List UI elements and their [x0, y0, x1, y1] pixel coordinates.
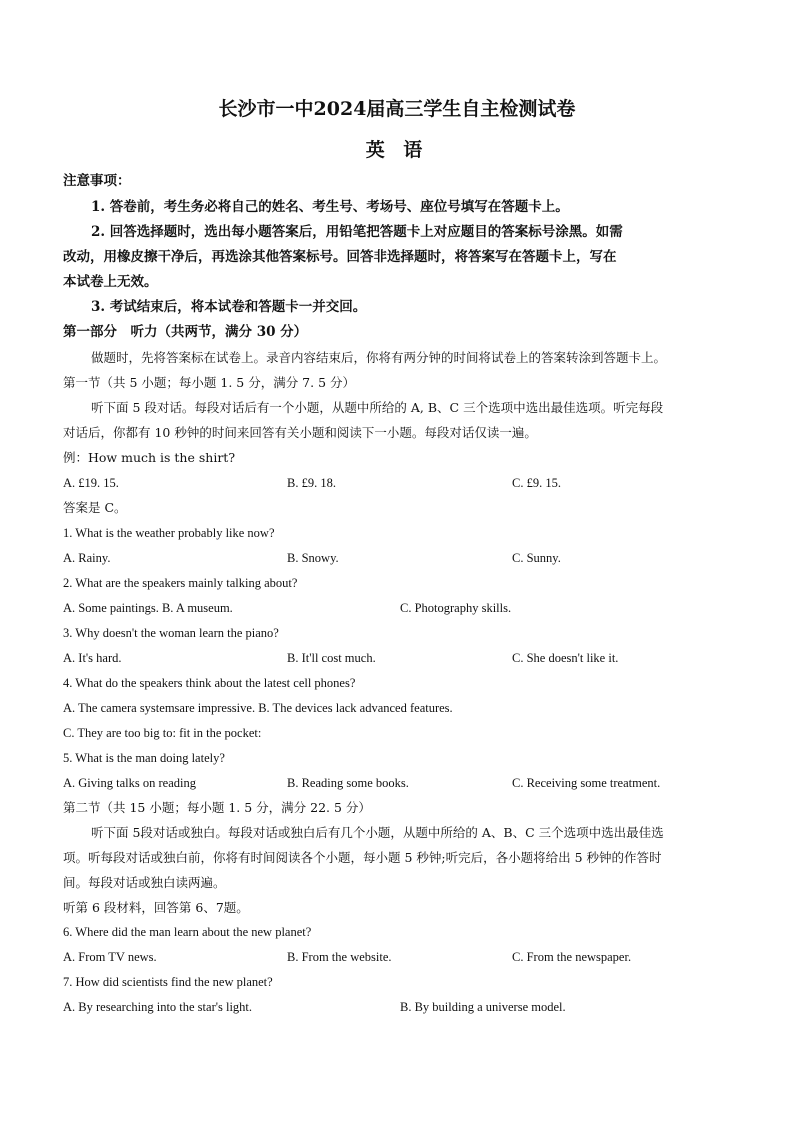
- question-5: 5. What is the man doing lately?: [63, 751, 225, 765]
- question-7-option-a: A. By researching into the star's light.: [63, 1000, 253, 1014]
- notice-item-1: 1. 答卷前，考生务必将自己的姓名、考生号、考场号、座位号填写在答题卡上。: [91, 199, 569, 215]
- example-option-a: A. £19. 15.: [63, 476, 119, 490]
- notice-item-2-line-3: 本试卷上无效。: [63, 274, 158, 290]
- question-1-option-c: C. Sunny.: [512, 551, 561, 565]
- question-2-options-ab: A. Some paintings. B. A museum.: [63, 601, 233, 615]
- section1-instruction-line-2: 对话后，你都有 10 秒钟的时间来回答有关小题和阅读下一小题。每段对话仅读一遍。: [63, 425, 537, 440]
- question-3-option-c: C. She doesn't like it.: [512, 651, 619, 665]
- notice-heading: 注意事项：: [63, 173, 131, 189]
- question-3-option-a: A. It's hard.: [63, 651, 122, 665]
- exam-title: 长沙市一中2024届高三学生自主检测试卷: [218, 98, 576, 120]
- question-7-option-b: B. By building a universe model.: [400, 1000, 566, 1014]
- part1-instruction: 做题时，先将答案标在试卷上。录音内容结束后，你将有两分钟的时间将试卷上的答案转涂到答题卡上。: [91, 350, 667, 365]
- material-6-heading: 听第 6 段材料，回答第 6、7题。: [63, 900, 249, 915]
- example-option-c: C. £9. 15.: [512, 476, 561, 490]
- part1-heading: 第一部分 听力（共两节，满分 30 分）: [63, 324, 308, 340]
- question-3-option-b: B. It'll cost much.: [287, 651, 376, 665]
- question-2-option-c: C. Photography skills.: [400, 601, 512, 615]
- example-option-b: B. £9. 18.: [287, 476, 336, 490]
- question-5-option-b: B. Reading some books.: [287, 776, 409, 790]
- notice-item-2-line-1: 2. 回答选择题时，选出每小题答案后，用铅笔把答题卡上对应题目的答案标号涂黑。如需: [91, 224, 623, 240]
- question-6-option-c: C. From the newspaper.: [512, 950, 632, 964]
- section2-instruction-line-1: 听下面 5段对话或独白。每段对话或独白后有几个小题，从题中所给的 A、B、C 三个选项中选出最佳选: [91, 825, 664, 840]
- question-7: 7. How did scientists find the new planet?: [63, 975, 273, 989]
- notice-item-3: 3. 考试结束后，将本试卷和答题卡一并交回。: [91, 299, 367, 315]
- question-3: 3. Why doesn't the woman learn the piano?: [63, 626, 279, 640]
- question-6-option-a: A. From TV news.: [63, 950, 157, 964]
- question-6-option-b: B. From the website.: [287, 950, 392, 964]
- notice-item-2-line-2: 改动，用橡皮擦干净后，再选涂其他答案标号。回答非选择题时，将答案写在答题卡上，写在: [63, 249, 617, 265]
- question-1-option-b: B. Snowy.: [287, 551, 339, 565]
- question-2: 2. What are the speakers mainly talking about?: [63, 576, 298, 590]
- question-6: 6. Where did the man learn about the new planet?: [63, 925, 312, 939]
- section2-heading: 第二节（共 15 小题；每小题 1. 5 分，满分 22. 5 分）: [63, 800, 371, 815]
- question-4-options-ab: A. The camera systemsare impressive. B. The devices lack advanced features.: [63, 701, 453, 715]
- question-1-option-a: A. Rainy.: [63, 551, 111, 565]
- subject-title: 英 语: [365, 139, 429, 161]
- section1-instruction-line-1: 听下面 5 段对话。每段对话后有一个小题，从题中所给的 A, B、C 三个选项中选出最佳选项。听完每段: [91, 400, 664, 415]
- example-answer: 答案是 C。: [63, 500, 127, 515]
- question-4-option-c: C. They are too big to: fit in the pocket:: [63, 726, 262, 740]
- question-4: 4. What do the speakers think about the latest cell phones?: [63, 676, 356, 690]
- section1-heading: 第一节（共 5 小题；每小题 1. 5 分，满分 7. 5 分）: [63, 375, 355, 390]
- example-question: 例：How much is the shirt?: [63, 450, 236, 465]
- section2-instruction-line-3: 间。每段对话或独白读两遍。: [63, 875, 226, 890]
- section2-instruction-line-2: 项。听每段对话或独白前，你将有时间阅读各个小题，每小题 5 秒钟;听完后，各小题将给出 5 秒钟的作答时: [63, 850, 662, 865]
- question-5-option-a: A. Giving talks on reading: [63, 776, 196, 790]
- question-1: 1. What is the weather probably like now?: [63, 526, 275, 540]
- question-5-option-c: C. Receiving some treatment.: [512, 776, 661, 790]
